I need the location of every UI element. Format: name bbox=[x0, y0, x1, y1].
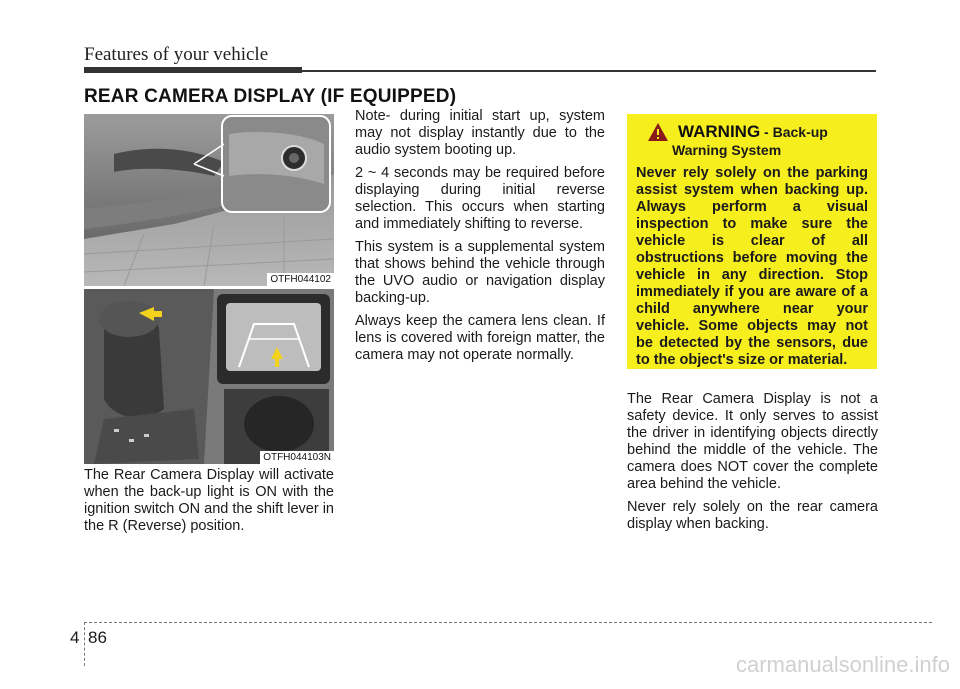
section-title: REAR CAMERA DISPLAY (IF EQUIPPED) bbox=[84, 86, 457, 107]
footer-divider bbox=[84, 622, 932, 623]
paragraph: Always keep the camera lens clean. If lens is covered with foreign matter, the camera may not operate normally. bbox=[355, 313, 605, 363]
warning-body: Never rely solely on the parking assist system when backing up. Always perform a visual inspection to make sure the vehicle is clear of all obstructions before moving the vehicle in any direction. Stop immediately if you are aware of a child anywhere near your vehicle. Some objects may not be detected by the sensors, due to the object's size or material. bbox=[636, 165, 868, 368]
warning-box bbox=[627, 114, 877, 369]
header-rule bbox=[302, 70, 876, 72]
page-number: 86 bbox=[88, 628, 107, 647]
warning-subtitle: - Back-up bbox=[760, 124, 828, 140]
figure-caption: OTFH044102 bbox=[267, 273, 334, 286]
footer-vertical-divider bbox=[84, 622, 85, 666]
paragraph: 2 ~ 4 seconds may be required before displaying during initial reverse selection. This occurs when starting and immediately shifting to reverse. bbox=[355, 165, 605, 232]
warning-triangle-icon bbox=[644, 122, 672, 142]
body-column-3 bbox=[627, 391, 878, 539]
rear-camera-photo bbox=[84, 114, 334, 286]
warning-title: WARNING bbox=[678, 122, 761, 141]
chapter-number: 4 bbox=[70, 628, 80, 647]
paragraph: Note- during initial start up, system may not display instantly due to the audio system booting up. bbox=[355, 108, 605, 158]
paragraph: The Rear Camera Display is not a safety device. It only serves to assist the driver in identifying objects directly behind the middle of the vehicle. The camera does NOT cover the complete area behind the vehicle. bbox=[627, 391, 878, 492]
paragraph: Never rely solely on the rear camera display when backing. bbox=[627, 499, 878, 532]
header-bar bbox=[84, 67, 302, 73]
header-title: Features of your vehicle bbox=[84, 44, 269, 65]
watermark: carmanualsonline.info bbox=[735, 652, 950, 677]
figure-caption: OTFH044103N bbox=[260, 451, 334, 464]
body-column-2 bbox=[355, 108, 605, 370]
warning-subtitle-2: Warning System bbox=[672, 142, 782, 158]
body-column-1 bbox=[84, 467, 334, 541]
shift-lever-display-photo bbox=[84, 289, 334, 464]
paragraph: This system is a supplemental system that shows behind the vehicle through the UVO audio or navigation display backing-up. bbox=[355, 239, 605, 306]
paragraph: The Rear Camera Display will activate when the back-up light is ON with the ignition switch ON and the shift lever in the R (Reverse) position. bbox=[84, 467, 334, 534]
